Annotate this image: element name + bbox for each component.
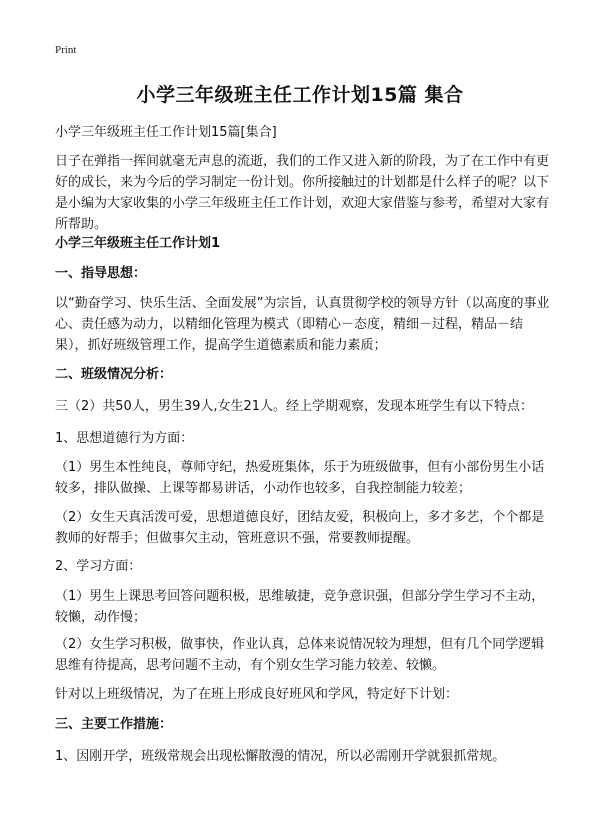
summary-paragraph: 针对以上班级情况，为了在班上形成良好班风和学风，特定好下计划： xyxy=(55,687,459,702)
moral-behavior-heading: 1、思想道德行为方面： xyxy=(55,431,194,446)
section-heading-guiding-ideology: 一、指导思想： xyxy=(55,266,147,281)
class-analysis-paragraph: 三（2）共50人，男生39人,女生21人。经上学期观察，发现本班学生有以下特点： xyxy=(55,399,534,414)
print-label: Print xyxy=(55,44,77,56)
intro-paragraph: 日子在弹指一挥间就毫无声息的流逝，我们的工作又进入新的阶段，为了在工作中有更好的成长，来为今后的学习制定一份计划。你所接触过的计划都是什么样子的呢？以下是小编为大家收集的小学三年级班主任工作计划，欢迎大家借鉴与参考，希望对大家有所帮助。 xyxy=(55,154,550,232)
girls-behavior-paragraph: （2）女生天真活泼可爱，思想道德良好，团结友爱，积极向上，多才多艺，个个都是教师的好帮手；但做事欠主动，管班意识不强，常要教师提醒。 xyxy=(55,510,545,546)
study-heading: 2、学习方面： xyxy=(55,559,142,574)
boys-study-paragraph: （1）男生上课思考回答问题积极，思维敏捷，竞争意识强，但部分学生学习不主动，较懒，动作慢； xyxy=(55,589,545,625)
document-subtitle: 小学三年级班主任工作计划15篇[集合] xyxy=(55,125,277,140)
guiding-ideology-paragraph: 以“勤奋学习、快乐生活、全面发展”为宗旨，认真贯彻学校的领导方针（以高度的事业心、责任感为动力，以精细化管理为模式（即精心－态度，精细－过程，精品－结果），抓好班级管理工作，提高学生道德素质和能力素质； xyxy=(55,296,550,353)
section-heading-class-analysis: 二、班级情况分析： xyxy=(55,367,173,382)
boys-behavior-paragraph: （1）男生本性纯良，尊师守纪，热爱班集体，乐于为班级做事，但有小部份男生小话较多，排队做操、上课等都易讲话，小动作也较多，自我控制能力较差； xyxy=(55,460,545,496)
main-measures-item-1: 1、因刚开学，班级常规会出现松懈散漫的情况，所以必需刚开学就狠抓常规。 xyxy=(55,749,506,764)
page-title: 小学三年级班主任工作计划15篇 集合 xyxy=(136,84,464,106)
section-heading-main-measures: 三、主要工作措施： xyxy=(55,717,173,732)
girls-study-paragraph: （2）女生学习积极，做事快，作业认真，总体来说情况较为理想，但有几个同学逻辑思维有待提高，思考问题不主动，有个别女生学习能力较差、较懒。 xyxy=(55,637,545,673)
plan-heading: 小学三年级班主任工作计划1 xyxy=(55,236,221,251)
